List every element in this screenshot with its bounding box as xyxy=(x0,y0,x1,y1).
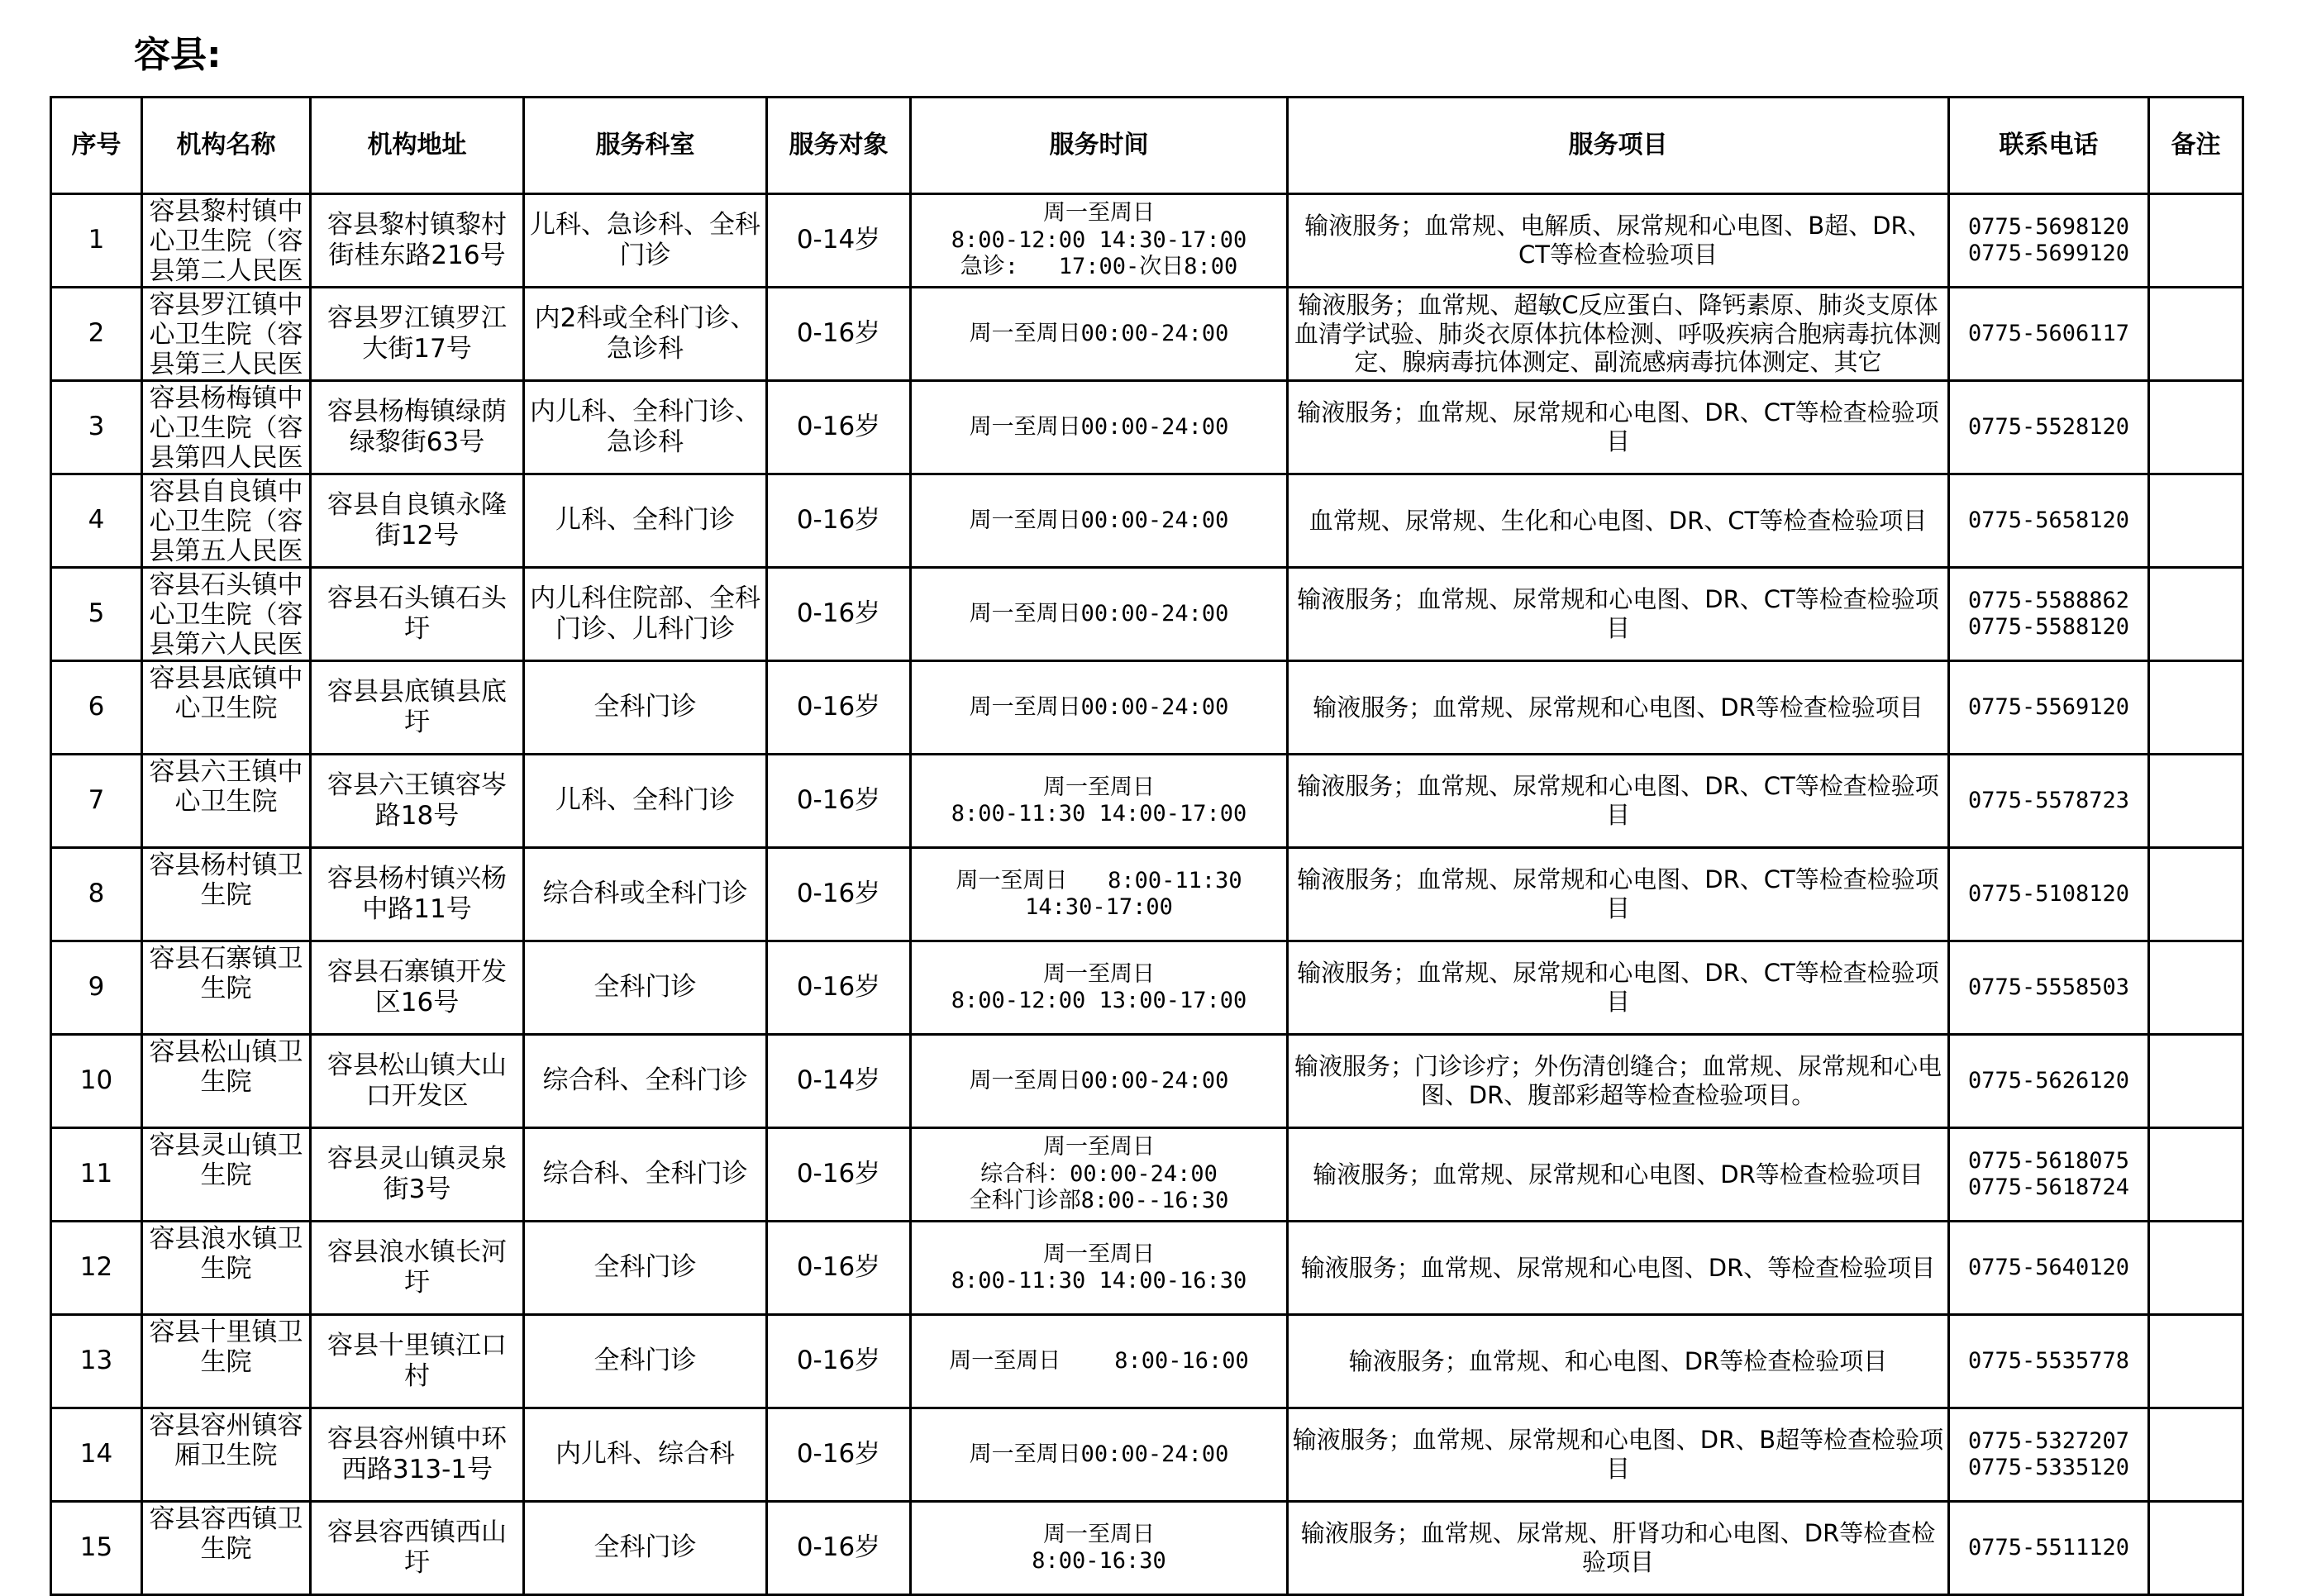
cell-items: 输液服务；血常规、电解质、尿常规和心电图、B超、DR、CT等检查检验项目 xyxy=(1288,194,1949,288)
cell-time xyxy=(911,941,1288,1035)
cell-line: 周一至周日 xyxy=(1043,1241,1155,1267)
cell-note xyxy=(2149,1222,2243,1315)
cell-name xyxy=(142,1502,311,1595)
cell-phone xyxy=(1949,1408,2149,1502)
cell-name xyxy=(142,755,311,848)
cell-time xyxy=(911,1035,1288,1128)
cell-department: 全科门诊 xyxy=(524,1222,767,1315)
cell-phone xyxy=(1949,1035,2149,1128)
header-cell: 服务项目 xyxy=(1288,98,1949,194)
cell-line: 0775-5511120 xyxy=(1967,1534,2130,1560)
cell-line: 周一至周日 xyxy=(1043,200,1155,226)
cell-name-text: 容县罗江镇中心卫生院（容县第三人民医 xyxy=(149,290,303,378)
cell-line: 周一至周日00:00-24:00 xyxy=(969,413,1229,440)
cell-department: 全科门诊 xyxy=(524,1315,767,1408)
table-row xyxy=(51,1035,2243,1128)
cell-line: 0775-5699120 xyxy=(1967,241,2130,266)
cell-line: 8:00-12:00 13:00-17:00 xyxy=(951,988,1247,1013)
cell-line: 0775-5558503 xyxy=(1967,974,2130,1000)
cell-line: 0775-5588120 xyxy=(1967,614,2130,640)
table-row xyxy=(51,848,2243,941)
table-row xyxy=(51,194,2243,288)
cell-note xyxy=(2149,568,2243,661)
cell-no: 5 xyxy=(51,568,142,661)
cell-time xyxy=(911,1408,1288,1502)
table-row xyxy=(51,1408,2243,1502)
cell-address: 容县浪水镇长河圩 xyxy=(311,1222,524,1315)
cell-line: 8:00-16:30 xyxy=(1032,1548,1166,1574)
cell-phone xyxy=(1949,1222,2149,1315)
cell-target: 0-16岁 xyxy=(767,568,911,661)
cell-target: 0-16岁 xyxy=(767,1315,911,1408)
cell-phone xyxy=(1949,941,2149,1035)
cell-phone xyxy=(1949,288,2149,381)
cell-note xyxy=(2149,1502,2243,1595)
cell-time xyxy=(911,194,1288,288)
cell-target: 0-16岁 xyxy=(767,1222,911,1315)
cell-target: 0-16岁 xyxy=(767,1502,911,1595)
cell-no: 11 xyxy=(51,1128,142,1222)
cell-line: 0775-5327207 xyxy=(1967,1427,2130,1454)
cell-name xyxy=(142,194,311,288)
cell-no: 13 xyxy=(51,1315,142,1408)
cell-address: 容县石寨镇开发区16号 xyxy=(311,941,524,1035)
cell-line: 0775-5578723 xyxy=(1967,787,2130,813)
cell-name xyxy=(142,474,311,568)
cell-name-text: 容县石头镇中心卫生院（容县第六人民医 xyxy=(149,570,303,658)
cell-time xyxy=(911,474,1288,568)
table-row xyxy=(51,1128,2243,1222)
cell-line: 0775-5588862 xyxy=(1967,587,2130,613)
cell-line: 综合科：00:00-24:00 xyxy=(980,1160,1218,1187)
cell-line: 8:00-11:30 14:00-17:00 xyxy=(951,801,1247,827)
cell-no: 6 xyxy=(51,661,142,755)
cell-phone xyxy=(1949,848,2149,941)
header-cell: 联系电话 xyxy=(1949,98,2149,194)
cell-name xyxy=(142,1222,311,1315)
cell-line: 0775-5108120 xyxy=(1967,880,2130,907)
cell-target: 0-14岁 xyxy=(767,1035,911,1128)
cell-target: 0-16岁 xyxy=(767,661,911,755)
cell-target: 0-16岁 xyxy=(767,941,911,1035)
cell-note xyxy=(2149,1408,2243,1502)
cell-note xyxy=(2149,1035,2243,1128)
header-cell: 机构名称 xyxy=(142,98,311,194)
cell-target: 0-16岁 xyxy=(767,1128,911,1222)
cell-items: 输液服务；血常规、超敏C反应蛋白、降钙素原、肺炎支原体血清学试验、肺炎衣原体抗体检测、呼吸疾病合胞病毒抗体测定、腺病毒抗体测定、副流感病毒抗体测定、其它 xyxy=(1288,288,1949,381)
cell-line: 周一至周日00:00-24:00 xyxy=(969,1067,1229,1093)
cell-address: 容县杨梅镇绿荫绿黎街63号 xyxy=(311,381,524,474)
cell-address: 容县六王镇容岑路18号 xyxy=(311,755,524,848)
cell-name xyxy=(142,941,311,1035)
cell-department: 全科门诊 xyxy=(524,941,767,1035)
cell-address: 容县容西镇西山圩 xyxy=(311,1502,524,1595)
cell-name xyxy=(142,1408,311,1502)
cell-line: 周一至周日 xyxy=(1043,960,1155,987)
cell-no: 4 xyxy=(51,474,142,568)
cell-time xyxy=(911,1222,1288,1315)
cell-line: 0775-5335120 xyxy=(1967,1455,2130,1480)
cell-no: 12 xyxy=(51,1222,142,1315)
cell-name xyxy=(142,568,311,661)
table-row xyxy=(51,661,2243,755)
cell-name-text: 容县黎村镇中心卫生院（容县第二人民医 xyxy=(149,197,303,284)
cell-items: 输液服务；血常规、尿常规和心电图、DR、B超等检查检验项目 xyxy=(1288,1408,1949,1502)
cell-name-text: 容县杨梅镇中心卫生院（容县第四人民医 xyxy=(149,384,303,471)
cell-phone xyxy=(1949,381,2149,474)
cell-items: 输液服务；血常规、尿常规、肝肾功和心电图、DR等检查检验项目 xyxy=(1288,1502,1949,1595)
cell-name xyxy=(142,848,311,941)
cell-department: 儿科、急诊科、全科门诊 xyxy=(524,194,767,288)
cell-time xyxy=(911,1315,1288,1408)
cell-department: 内儿科、全科门诊、急诊科 xyxy=(524,381,767,474)
cell-address: 容县十里镇江口村 xyxy=(311,1315,524,1408)
cell-name-text: 容县县底镇中心卫生院 xyxy=(149,664,303,723)
cell-line: 0775-5606117 xyxy=(1967,320,2130,346)
table-row xyxy=(51,1502,2243,1595)
cell-time xyxy=(911,1502,1288,1595)
cell-line: 急诊: 17:00-次日8:00 xyxy=(960,254,1238,280)
cell-note xyxy=(2149,1315,2243,1408)
cell-address: 容县灵山镇灵泉街3号 xyxy=(311,1128,524,1222)
cell-time xyxy=(911,848,1288,941)
cell-phone xyxy=(1949,661,2149,755)
cell-line: 0775-5528120 xyxy=(1967,413,2130,440)
cell-note xyxy=(2149,381,2243,474)
cell-phone xyxy=(1949,1315,2149,1408)
cell-name-text: 容县杨村镇卫生院 xyxy=(149,850,303,910)
cell-line: 0775-5569120 xyxy=(1967,693,2130,720)
cell-name xyxy=(142,1128,311,1222)
cell-time xyxy=(911,381,1288,474)
cell-items: 输液服务；血常规、尿常规和心电图、DR、CT等检查检验项目 xyxy=(1288,568,1949,661)
cell-line: 周一至周日00:00-24:00 xyxy=(969,693,1229,720)
cell-name-text: 容县松山镇卫生院 xyxy=(149,1037,303,1097)
cell-department: 内2科或全科门诊、急诊科 xyxy=(524,288,767,381)
cell-line: 0775-5698120 xyxy=(1967,213,2130,240)
cell-phone xyxy=(1949,1502,2149,1595)
cell-line: 0775-5535778 xyxy=(1967,1347,2130,1374)
clinic-table xyxy=(50,96,2244,1596)
header-cell: 机构地址 xyxy=(311,98,524,194)
page-title: 容县: xyxy=(134,34,222,76)
cell-department: 内儿科住院部、全科门诊、儿科门诊 xyxy=(524,568,767,661)
cell-address: 容县石头镇石头圩 xyxy=(311,568,524,661)
cell-line: 周一至周日00:00-24:00 xyxy=(969,320,1229,346)
cell-target: 0-16岁 xyxy=(767,474,911,568)
cell-line: 0775-5640120 xyxy=(1967,1254,2130,1280)
cell-no: 15 xyxy=(51,1502,142,1595)
table-row xyxy=(51,1315,2243,1408)
cell-items: 输液服务；血常规、尿常规和心电图、DR、CT等检查检验项目 xyxy=(1288,848,1949,941)
cell-department: 全科门诊 xyxy=(524,661,767,755)
cell-name-text: 容县容州镇容厢卫生院 xyxy=(149,1411,303,1470)
cell-line: 0775-5626120 xyxy=(1967,1067,2130,1093)
cell-no: 8 xyxy=(51,848,142,941)
cell-department: 内儿科、综合科 xyxy=(524,1408,767,1502)
cell-target: 0-16岁 xyxy=(767,1408,911,1502)
cell-items: 输液服务；血常规、尿常规和心电图、DR、等检查检验项目 xyxy=(1288,1222,1949,1315)
cell-address: 容县松山镇大山口开发区 xyxy=(311,1035,524,1128)
cell-line: 全科门诊部8:00--16:30 xyxy=(969,1188,1229,1214)
cell-name xyxy=(142,1035,311,1128)
cell-no: 3 xyxy=(51,381,142,474)
cell-line: 周一至周日 xyxy=(1043,1134,1155,1160)
cell-items: 血常规、尿常规、生化和心电图、DR、CT等检查检验项目 xyxy=(1288,474,1949,568)
table-row xyxy=(51,474,2243,568)
cell-line: 0775-5618724 xyxy=(1967,1174,2130,1200)
cell-name-text: 容县浪水镇卫生院 xyxy=(149,1224,303,1284)
cell-phone xyxy=(1949,1128,2149,1222)
cell-items: 输液服务；血常规、尿常规和心电图、DR、CT等检查检验项目 xyxy=(1288,381,1949,474)
header-cell: 服务对象 xyxy=(767,98,911,194)
header-cell: 序号 xyxy=(51,98,142,194)
table-row xyxy=(51,1222,2243,1315)
cell-line: 周一至周日 xyxy=(1043,774,1155,800)
cell-name-text: 容县灵山镇卫生院 xyxy=(149,1131,303,1190)
cell-no: 1 xyxy=(51,194,142,288)
header-cell: 服务时间 xyxy=(911,98,1288,194)
cell-no: 2 xyxy=(51,288,142,381)
cell-line: 周一至周日 xyxy=(1043,1521,1155,1547)
cell-name-text: 容县十里镇卫生院 xyxy=(149,1317,303,1377)
cell-line: 周一至周日 8:00-16:00 xyxy=(949,1347,1249,1374)
cell-name xyxy=(142,288,311,381)
cell-note xyxy=(2149,194,2243,288)
cell-note xyxy=(2149,848,2243,941)
cell-department: 儿科、全科门诊 xyxy=(524,474,767,568)
cell-line: 14:30-17:00 xyxy=(1025,894,1173,920)
cell-time xyxy=(911,661,1288,755)
cell-department: 综合科、全科门诊 xyxy=(524,1035,767,1128)
header-row xyxy=(51,98,2243,194)
cell-line: 0775-5658120 xyxy=(1967,507,2130,533)
cell-items: 输液服务；门诊诊疗；外伤清创缝合；血常规、尿常规和心电图、DR、腹部彩超等检查检验项目。 xyxy=(1288,1035,1949,1128)
cell-note xyxy=(2149,1128,2243,1222)
cell-address: 容县罗江镇罗江大街17号 xyxy=(311,288,524,381)
table-row xyxy=(51,381,2243,474)
header-cell: 备注 xyxy=(2149,98,2243,194)
cell-name xyxy=(142,1315,311,1408)
cell-department: 全科门诊 xyxy=(524,1502,767,1595)
table-row xyxy=(51,568,2243,661)
cell-phone xyxy=(1949,474,2149,568)
cell-name-text: 容县容西镇卫生院 xyxy=(149,1504,303,1564)
cell-department: 儿科、全科门诊 xyxy=(524,755,767,848)
cell-address: 容县自良镇永隆街12号 xyxy=(311,474,524,568)
cell-items: 输液服务；血常规、尿常规和心电图、DR等检查检验项目 xyxy=(1288,661,1949,755)
cell-time xyxy=(911,568,1288,661)
cell-phone xyxy=(1949,755,2149,848)
cell-no: 14 xyxy=(51,1408,142,1502)
cell-department: 综合科或全科门诊 xyxy=(524,848,767,941)
cell-line: 周一至周日00:00-24:00 xyxy=(969,600,1229,626)
cell-note xyxy=(2149,941,2243,1035)
table-row xyxy=(51,941,2243,1035)
cell-line: 0775-5618075 xyxy=(1967,1147,2130,1174)
cell-note xyxy=(2149,755,2243,848)
cell-line: 8:00-12:00 14:30-17:00 xyxy=(951,226,1247,253)
cell-address: 容县黎村镇黎村街桂东路216号 xyxy=(311,194,524,288)
cell-no: 10 xyxy=(51,1035,142,1128)
cell-address: 容县容州镇中环西路313-1号 xyxy=(311,1408,524,1502)
cell-items: 输液服务；血常规、尿常规和心电图、DR等检查检验项目 xyxy=(1288,1128,1949,1222)
cell-time xyxy=(911,1128,1288,1222)
cell-target: 0-14岁 xyxy=(767,194,911,288)
cell-time xyxy=(911,755,1288,848)
cell-target: 0-16岁 xyxy=(767,381,911,474)
cell-items: 输液服务；血常规、尿常规和心电图、DR、CT等检查检验项目 xyxy=(1288,755,1949,848)
cell-line: 周一至周日 8:00-11:30 xyxy=(956,867,1242,893)
cell-note xyxy=(2149,661,2243,755)
table-row xyxy=(51,288,2243,381)
cell-address: 容县杨村镇兴杨中路11号 xyxy=(311,848,524,941)
cell-line: 周一至周日00:00-24:00 xyxy=(969,1441,1229,1467)
cell-address: 容县县底镇县底圩 xyxy=(311,661,524,755)
cell-name-text: 容县自良镇中心卫生院（容县第五人民医 xyxy=(149,477,303,565)
cell-time xyxy=(911,288,1288,381)
cell-phone xyxy=(1949,194,2149,288)
cell-name xyxy=(142,381,311,474)
cell-name-text: 容县石寨镇卫生院 xyxy=(149,944,303,1003)
header-cell: 服务科室 xyxy=(524,98,767,194)
cell-no: 7 xyxy=(51,755,142,848)
cell-line: 周一至周日00:00-24:00 xyxy=(969,507,1229,533)
cell-items: 输液服务；血常规、尿常规和心电图、DR、CT等检查检验项目 xyxy=(1288,941,1949,1035)
cell-department: 综合科、全科门诊 xyxy=(524,1128,767,1222)
cell-target: 0-16岁 xyxy=(767,755,911,848)
table-row xyxy=(51,755,2243,848)
cell-name-text: 容县六王镇中心卫生院 xyxy=(149,757,303,817)
cell-no: 9 xyxy=(51,941,142,1035)
cell-target: 0-16岁 xyxy=(767,848,911,941)
cell-phone xyxy=(1949,568,2149,661)
cell-name xyxy=(142,661,311,755)
cell-target: 0-16岁 xyxy=(767,288,911,381)
cell-note xyxy=(2149,288,2243,381)
cell-line: 8:00-11:30 14:00-16:30 xyxy=(951,1268,1247,1293)
cell-items: 输液服务；血常规、和心电图、DR等检查检验项目 xyxy=(1288,1315,1949,1408)
cell-note xyxy=(2149,474,2243,568)
